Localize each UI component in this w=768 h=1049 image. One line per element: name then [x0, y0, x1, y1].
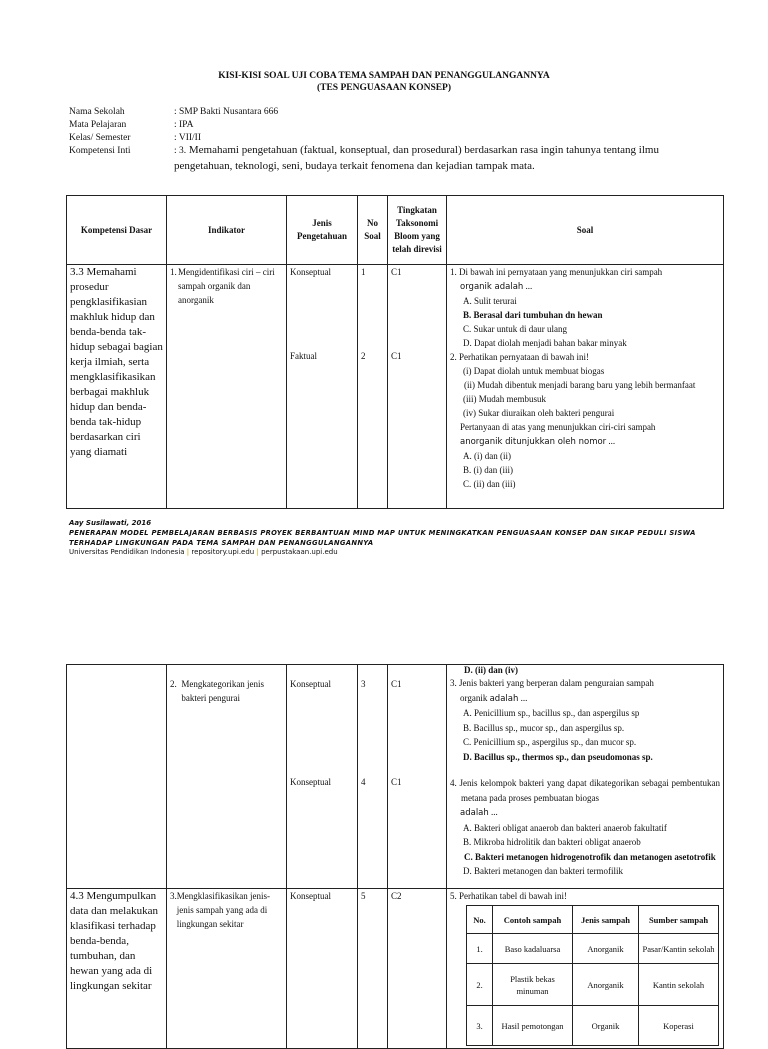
info-label-subject: Mata Pelajaran	[69, 120, 127, 130]
inner-row	[467, 934, 719, 964]
footer-thesis-line2: TERHADAP LINGKUNGAN PADA TEMA SAMPAH DAN PENANGGULANGANNYA	[69, 539, 374, 547]
q4-option-d: D. Bakteri metanogen dan bakteri termofilik	[463, 866, 623, 876]
indikator-text: Mengidentifikasi ciri – ciri sampah organik dan anorganik	[178, 267, 275, 305]
kisi-table-page1	[66, 195, 724, 509]
inner-cell: 2.	[467, 964, 493, 1006]
jenis-cell: Konseptual	[287, 889, 358, 1049]
q2-ellipsis: ...	[606, 436, 616, 446]
kd-cell-empty	[67, 665, 167, 889]
inner-cell: Plastik bekas minuman	[493, 964, 573, 1006]
ki-text	[174, 143, 714, 174]
no-q2: 2	[361, 351, 366, 361]
jenis-cell	[287, 665, 358, 889]
footer-perpustakaan-link[interactable]: perpustakaan.upi.edu	[261, 548, 338, 556]
q3-handwritten: adalah	[489, 693, 519, 704]
jenis-cell	[287, 265, 358, 509]
inner-cell: Pasar/Kantin sekolah	[639, 934, 719, 964]
q2-handwritten: anorganik ditunjukkan oleh nomor	[460, 437, 607, 447]
q4-option-b: B. Mikroba hidrolitik dan bakteri obligat anaerob	[463, 837, 641, 847]
table-row	[67, 665, 724, 889]
jenis-q4: Konseptual	[290, 777, 331, 787]
header-indikator: Indikator	[167, 196, 287, 265]
ki-description: Memahami pengetahuan (faktual, konseptual, dan prosedural) berdasarkan rasa ingin tahunya tentang ilmu pengetahuan, teknologi, seni, budaya terkait fenomena dan kejadian tampak mata.	[174, 144, 659, 172]
kd-cell: 3.3 Memahami prosedur pengklasifikasian makhluk hidup dan benda-benda tak-hidup sebagai bagian kerja ilmiah, serta mengklasifikasikan berbagai makhluk hidup dan benda-benda tak-hidup berdasarkan ciri yang diamati	[67, 265, 167, 509]
info-label-class: Kelas/ Semester	[69, 133, 131, 143]
footer-thesis-line1: PENERAPAN MODEL PEMBELAJARAN BERBASIS PROYEK BERBANTUAN MIND MAP UNTUK MENINGKATKAN PENGUASAAN KONSEP DAN SIKAP PEDULI SISWA	[69, 529, 696, 537]
table-header-row	[67, 196, 724, 265]
q1-option-c: C. Sukar untuk di daur ulang	[463, 324, 567, 334]
q2-stem: 2. Perhatikan pernyataan di bawah ini!	[450, 352, 589, 362]
footer-separator: |	[254, 548, 262, 556]
kd-cell: 4.3 Mengumpulkan data dan melakukan klasifikasi terhadap benda-benda, tumbuhan, dan hewan yang ada di lingkungan sekitar	[67, 889, 167, 1049]
q2-question: Pertanyaan di atas yang menunjukkan ciri-ciri sampah	[460, 422, 656, 432]
tingkatan-q1: C1	[391, 267, 402, 277]
tingkatan-cell	[388, 265, 447, 509]
q4-stem: 4. Jenis kelompok bakteri yang dapat dikategorikan sebagai pembentukan metana pada proses pembuatan biogas	[450, 778, 720, 803]
inner-header-row	[467, 906, 719, 934]
footer-university: Universitas Pendidikan Indonesia	[69, 548, 185, 556]
footer-links	[69, 548, 338, 556]
inner-row	[467, 964, 719, 1006]
doc-title: KISI-KISI SOAL UJI COBA TEMA SAMPAH DAN PENANGGULANGANNYA	[218, 71, 550, 81]
soal-cell	[447, 265, 724, 509]
info-value-subject: : IPA	[174, 120, 194, 130]
inner-cell: Kantin sekolah	[639, 964, 719, 1006]
info-label-school: Nama Sekolah	[69, 107, 125, 117]
inner-header-jenis: Jenis sampah	[573, 906, 639, 934]
footer-separator: |	[184, 548, 192, 556]
header-jenis: Jenis Pengetahuan	[287, 196, 358, 265]
q1-ellipsis: ...	[523, 281, 533, 291]
q1-option-d: D. Dapat diolah menjadi bahan bakar minyak	[463, 338, 627, 348]
q3-option-d: D. Bacillus sp., thermos sp., dan pseudomonas sp.	[463, 751, 653, 762]
indikator-text: Mengklasifikasikan jenis- jenis sampah yang ada di lingkungan sekitar	[176, 891, 270, 929]
q2-option-d: D. (ii) dan (iv)	[464, 665, 518, 675]
jenis-q2: Faktual	[290, 351, 317, 361]
tingkatan-q2: C1	[391, 351, 402, 361]
indikator-number: 2.	[170, 679, 177, 689]
ki-prefix: : 3.	[174, 146, 187, 156]
q2-item-4: (iv) Sukar diuraikan oleh bakteri pengurai	[463, 408, 615, 418]
q2-option-c: C. (ii) dan (iii)	[463, 479, 516, 489]
soal-cell	[447, 665, 724, 889]
inner-cell: Baso kadaluarsa	[493, 934, 573, 964]
inner-cell: Anorganik	[573, 964, 639, 1006]
inner-header-sumber: Sumber sampah	[639, 906, 719, 934]
q2-item-1: (i) Dapat diolah untuk membuat biogas	[463, 366, 605, 376]
kisi-table-page2	[66, 664, 724, 1049]
inner-cell: Koperasi	[639, 1006, 719, 1046]
tingkatan-q3: C1	[391, 679, 402, 689]
q2-item-3: (iii) Mudah membusuk	[463, 394, 546, 404]
tingkatan-cell: C2	[388, 889, 447, 1049]
header-kd: Kompetensi Dasar	[67, 196, 167, 265]
indikator-number: 1.	[170, 267, 177, 277]
header-soal: Soal	[447, 196, 724, 265]
indikator-cell	[167, 889, 287, 1049]
inner-header-contoh: Contoh sampah	[493, 906, 573, 934]
inner-cell: Hasil pemotongan	[493, 1006, 573, 1046]
footer-repository-link[interactable]: repository.upi.edu	[191, 548, 255, 556]
q2-option-a: A. (i) dan (ii)	[463, 451, 511, 461]
header-tingkatan: Tingkatan Taksonomi Bloom yang telah direvisi	[388, 196, 447, 265]
q1-option-b: B. Berasal dari tumbuhan dn hewan	[463, 310, 603, 320]
table-row	[67, 265, 724, 509]
q3-option-b: B. Bacillus sp., mucor sp., dan aspergilus sp.	[463, 722, 625, 733]
q3-option-c: C. Penicillium sp., aspergilus sp., dan mucor sp.	[463, 737, 637, 747]
indikator-cell	[167, 665, 287, 889]
footer-author: Aay Susilawati, 2016	[69, 519, 152, 527]
q4-handwritten: adalah	[460, 808, 489, 818]
q4-option-a: A. Bakteri obligat anaerob dan bakteri anaerob fakultatif	[463, 822, 667, 833]
no-q3: 3	[361, 679, 366, 689]
inner-header-no: No.	[467, 906, 493, 934]
q1-option-a: A. Sulit terurai	[463, 296, 517, 306]
inner-cell: Organik	[573, 1006, 639, 1046]
q3-organik: organik	[460, 692, 490, 703]
tingkatan-cell	[388, 665, 447, 889]
q3-option-a: A. Penicillium sp., bacillus sp., dan aspergilus sp	[463, 708, 640, 718]
indikator-number: 3.	[170, 891, 177, 901]
indikator-text: Mengkategorikan jenis bakteri pengurai	[181, 679, 265, 703]
no-cell	[358, 665, 388, 889]
inner-cell: 3.	[467, 1006, 493, 1046]
no-cell	[358, 265, 388, 509]
q5-stem: 5. Perhatikan tabel di bawah ini!	[450, 891, 567, 901]
jenis-q1: Konseptual	[290, 267, 331, 277]
doc-subtitle: (TES PENGUASAAN KONSEP)	[316, 83, 452, 93]
jenis-q3: Konseptual	[290, 679, 331, 689]
q2-item-2: (ii) Mudah dibentuk menjadi barang baru yang lebih bermanfaat	[464, 380, 696, 390]
info-value-class: : VII/II	[174, 133, 201, 143]
soal-cell	[447, 889, 724, 1049]
indikator-cell	[167, 265, 287, 509]
no-cell: 5	[358, 889, 388, 1049]
table-row	[67, 889, 724, 1049]
inner-row	[467, 1006, 719, 1046]
header-no: No Soal	[358, 196, 388, 265]
q4-option-c: C. Bakteri metanogen hidrogenotrofik dan metanogen asetotrofik	[464, 851, 716, 862]
info-value-school: : SMP Bakti Nusantara 666	[174, 107, 279, 117]
info-label-ki: Kompetensi Inti	[69, 146, 131, 156]
no-q1: 1	[361, 267, 366, 277]
q3-ellipsis: ...	[518, 692, 528, 703]
q2-option-b: B. (i) dan (iii)	[463, 465, 513, 475]
no-q4: 4	[361, 777, 366, 787]
q5-waste-table	[466, 905, 719, 1046]
q1-handwritten: organik adalah	[460, 282, 524, 292]
q1-stem: 1. Di bawah ini pernyataan yang menunjukkan ciri sampah	[450, 267, 663, 277]
inner-cell: 1.	[467, 934, 493, 964]
q3-stem: 3. Jenis bakteri yang berperan dalam penguraian sampah	[450, 678, 654, 688]
inner-cell: Anorganik	[573, 934, 639, 964]
q4-ellipsis: ...	[488, 807, 498, 817]
tingkatan-q4: C1	[391, 777, 402, 787]
